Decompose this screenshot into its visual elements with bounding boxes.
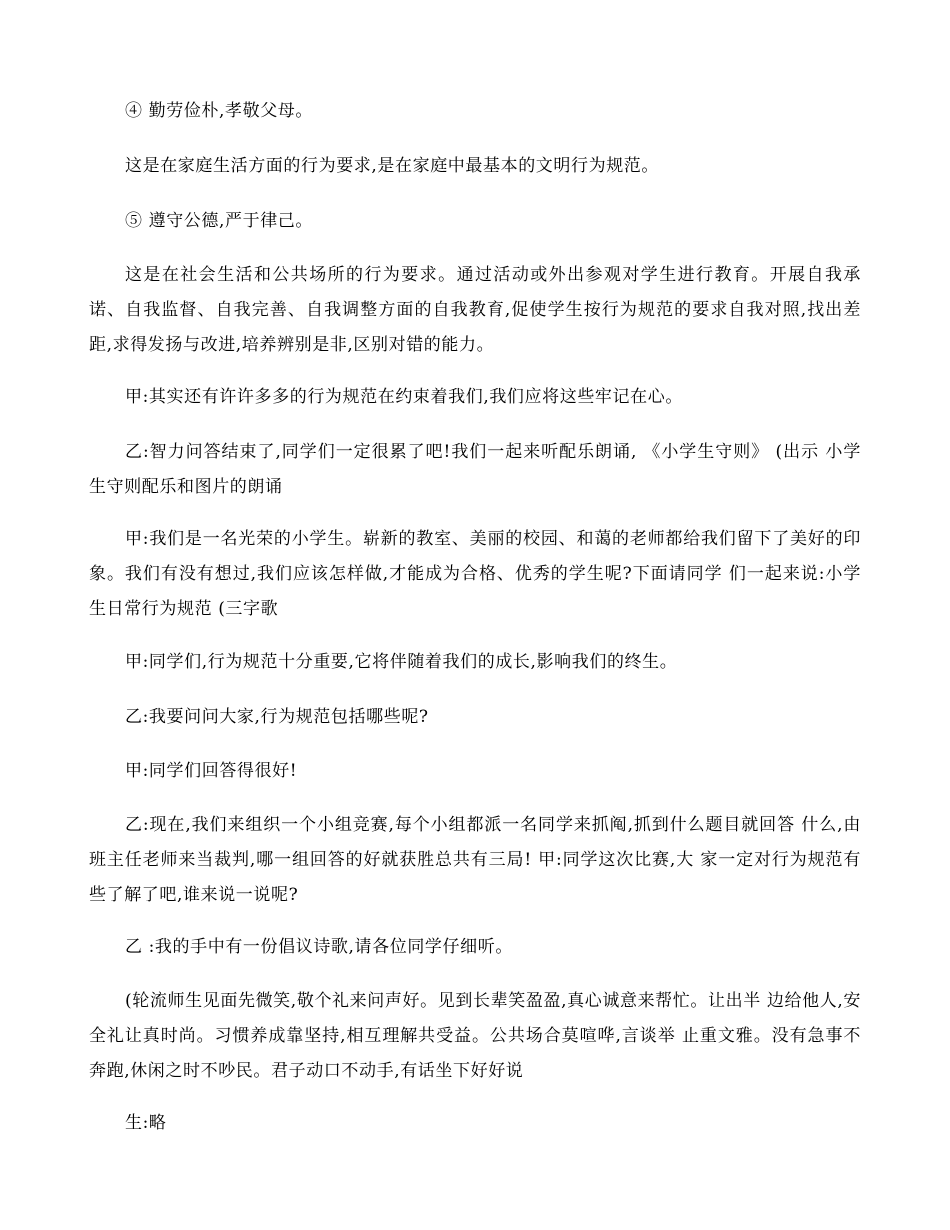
paragraph-poem: (轮流师生见面先微笑,敬个礼来问声好。见到长辈笑盈盈,真心诚意来帮忙。让出半 边给他人,安全礼让真时尚。习惯养成靠坚持,相互理解共受益。公共场合莫喧哗,言谈举 止重文雅。没有急事不奔跑,休闲之时不吵民。君子动口不动手,有话坐下好好说 [89, 991, 861, 1081]
paragraph-heading-4: ④ 勤劳俭朴,孝敬父母。 [125, 101, 314, 121]
paragraph-yi-1: 乙:智力问答结束了,同学们一定很累了吧!我们一起来听配乐朗诵, 《小学生守则》 (出示 小学生守则配乐和图片的朗诵 [89, 442, 861, 497]
paragraph-jia-3: 甲:同学们,行为规范十分重要,它将伴随着我们的成长,影响我们的终生。 [125, 652, 678, 672]
paragraph-yi-3: 乙:现在,我们来组织一个小组竞赛,每个小组都派一名同学来抓阄,抓到什么题目就回答 什么,由班主任老师来当裁判,哪一组回答的好就获胜总共有三局! 甲:同学这次比赛,大 家一定对行为规范有些了解了吧,谁来说一说呢? [89, 815, 861, 905]
paragraph-jia-1: 甲:其实还有许许多多的行为规范在约束着我们,我们应将这些牢记在心。 [125, 387, 683, 407]
paragraph-jia-2: 甲:我们是一名光荣的小学生。崭新的教室、美丽的校园、和蔼的老师都给我们留下了美好的印象。我们有没有想过,我们应该怎样做,才能成为合格、优秀的学生呢?下面请同学 们一起来说:小学生日常行为规范 (三字歌 [89, 529, 861, 619]
paragraph-yi-2: 乙:我要问问大家,行为规范包括哪些呢? [125, 707, 429, 727]
paragraph-sheng: 生:略 [125, 1113, 167, 1133]
paragraph-social-life: 这是在社会生活和公共场所的行为要求。通过活动或外出参观对学生进行教育。开展自我承 诺、自我监督、自我完善、自我调整方面的自我教育,促使学生按行为规范的要求自我对照,找出差距,求得发扬与改进,培养辨别是非,区别对错的能力。 [89, 265, 861, 355]
paragraph-family-life: 这是在家庭生活方面的行为要求,是在家庭中最基本的文明行为规范。 [125, 156, 660, 176]
paragraph-yi-4: 乙 :我的手中有一份倡议诗歌,请各位同学仔细听。 [125, 937, 513, 957]
paragraph-heading-5: ⑤ 遵守公德,严于律己。 [125, 211, 314, 231]
paragraph-jia-4: 甲:同学们回答得很好! [125, 761, 298, 781]
